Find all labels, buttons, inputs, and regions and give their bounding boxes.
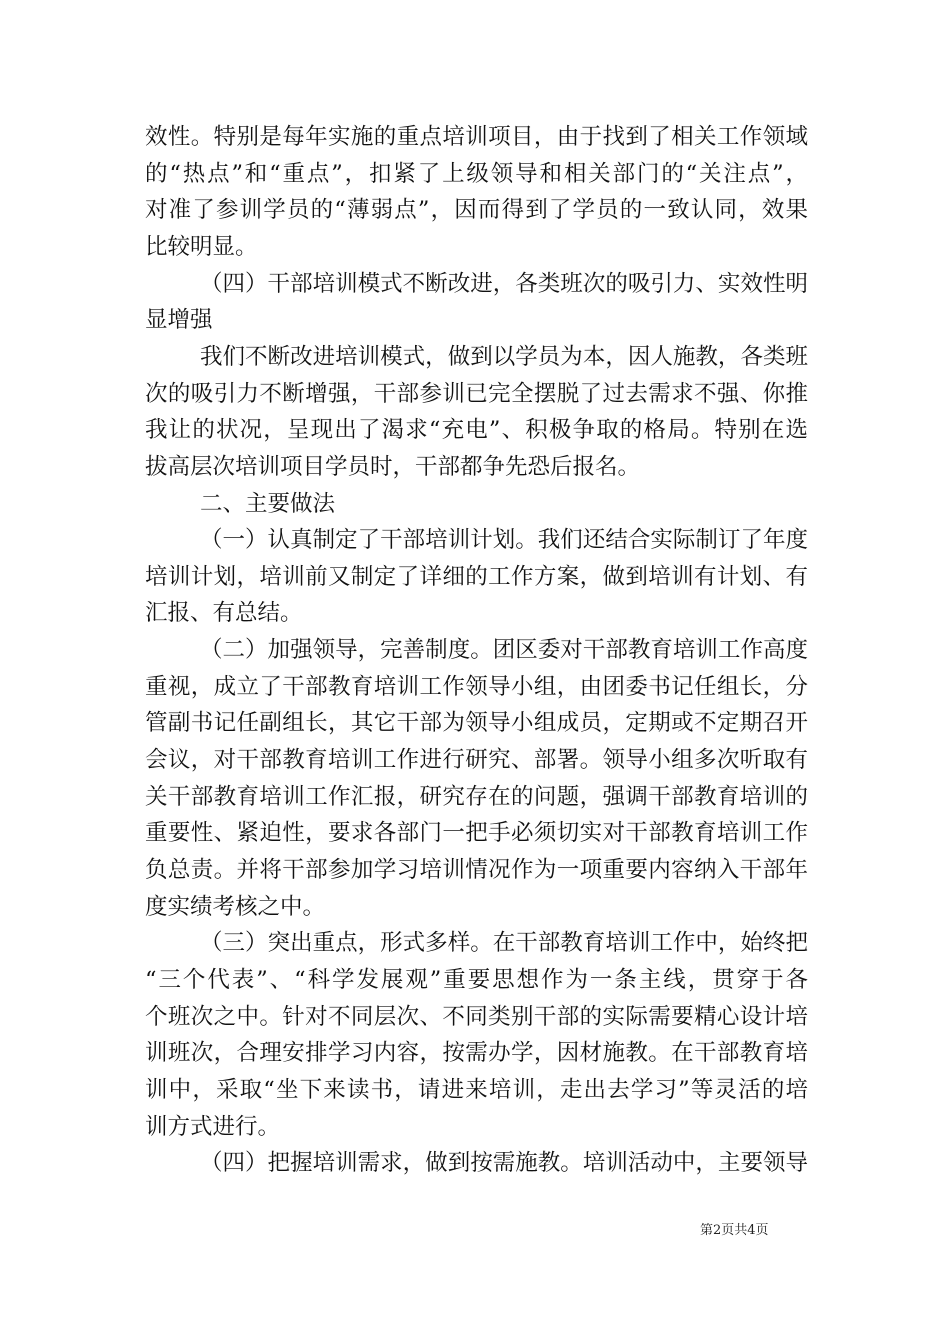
text-line: 我让的状况，呈现出了渴求“充电”、积极争取的格局。特别在选 (145, 417, 808, 444)
text-line: 重视，成立了干部教育培训工作领导小组，由团委书记任组长，分 (145, 673, 808, 700)
text-line: 个班次之中。针对不同层次、不同类别干部的实际需要精心设计培 (145, 1003, 808, 1030)
text-line: （二）加强领导，完善制度。团区委对干部教育培训工作高度 (200, 637, 808, 664)
text-line: 度实绩考核之中。 (145, 893, 326, 920)
text-line: “三个代表”、“科学发展观”重要思想作为一条主线，贯穿于各 (145, 966, 808, 993)
text-line: 我们不断改进培训模式，做到以学员为本，因人施教，各类班 (200, 343, 808, 370)
page-number-footer: 第2页共4页 (700, 1223, 769, 1238)
text-line: 管副书记任副组长，其它干部为领导小组成员，定期或不定期召开 (145, 710, 808, 737)
text-line: 汇报、有总结。 (145, 600, 303, 627)
text-line: 二、主要做法 (200, 490, 336, 517)
text-line: （四）干部培训模式不断改进，各类班次的吸引力、实效性明 (200, 270, 808, 297)
text-line: 关干部教育培训工作汇报，研究存在的问题，强调干部教育培训的 (145, 783, 808, 810)
text-line: 拔高层次培训项目学员时，干部都争先恐后报名。 (145, 453, 641, 480)
text-line: 训班次，合理安排学习内容，按需办学，因材施教。在干部教育培 (145, 1040, 808, 1067)
text-line: （一）认真制定了干部培训计划。我们还结合实际制订了年度 (200, 527, 808, 554)
text-line: 重要性、紧迫性，要求各部门一把手必须切实对干部教育培训工作 (145, 820, 808, 847)
text-line: 显增强 (145, 307, 213, 334)
text-line: 训方式进行。 (145, 1113, 281, 1140)
text-line: 会议，对干部教育培训工作进行研究、部署。领导小组多次听取有 (145, 747, 808, 774)
text-line: 对准了参训学员的“薄弱点”，因而得到了学员的一致认同，效果 (145, 197, 808, 224)
text-line: 效性。特别是每年实施的重点培训项目，由于找到了相关工作领域 (145, 124, 808, 150)
text-line: 训中，采取“坐下来读书，请进来培训，走出去学习”等灵活的培 (145, 1076, 808, 1103)
text-line: （三）突出重点，形式多样。在干部教育培训工作中，始终把 (200, 930, 808, 957)
text-line: 次的吸引力不断增强，干部参训已完全摆脱了过去需求不强、你推 (145, 380, 808, 407)
text-line: 的“热点”和“重点”，扣紧了上级领导和相关部门的“关注点”， (145, 160, 808, 187)
text-line: （四）把握培训需求，做到按需施教。培训活动中，主要领导 (200, 1150, 808, 1177)
text-line: 比较明显。 (145, 233, 258, 260)
text-line: 培训计划，培训前又制定了详细的工作方案，做到培训有计划、有 (145, 563, 808, 590)
text-line: 负总责。并将干部参加学习培训情况作为一项重要内容纳入干部年 (145, 857, 808, 883)
